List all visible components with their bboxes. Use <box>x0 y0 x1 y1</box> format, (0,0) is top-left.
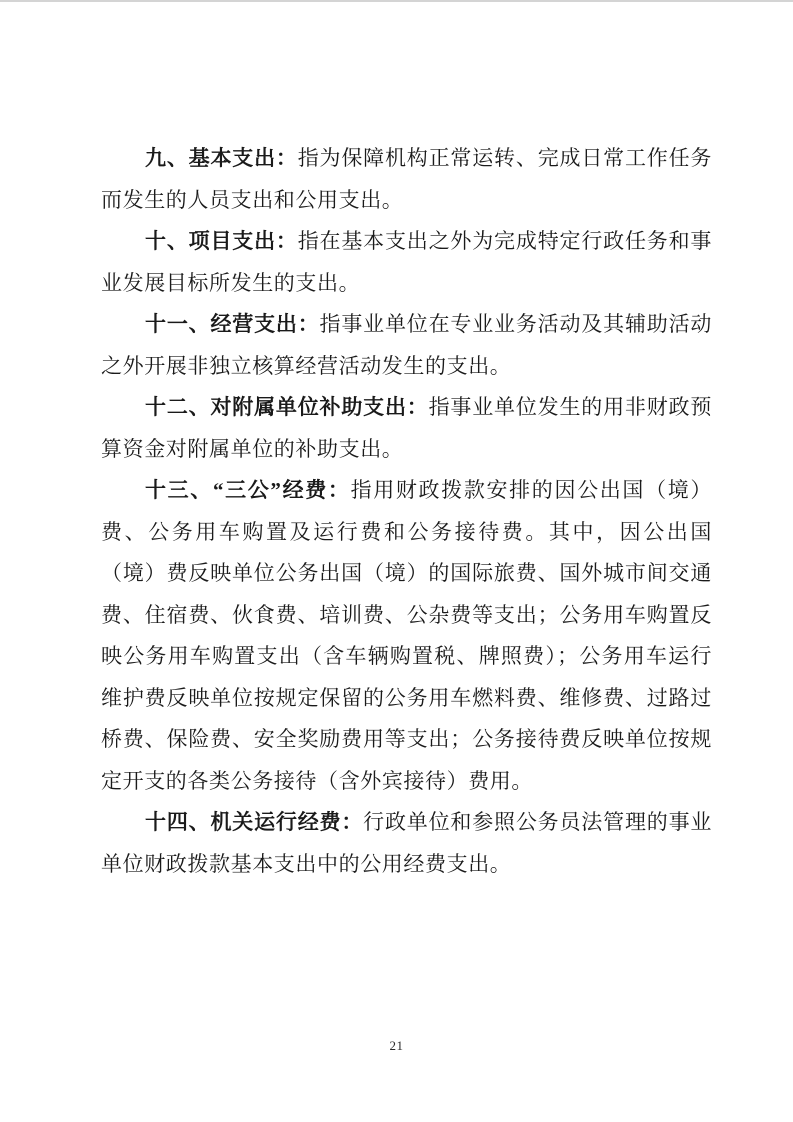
paragraph-project-expenditure <box>101 221 712 304</box>
page-number: 21 <box>389 1038 404 1053</box>
paragraph-heading: 十一、经营支出： <box>145 312 320 336</box>
paragraph-body: 指事业单位在专业业务活动及其辅助活动之外开展非独立核算经营活动发生的支出。 <box>101 312 712 378</box>
page-footer <box>0 1037 793 1055</box>
paragraph-body: 指为保障机构正常运转、完成日常工作任务而发生的人员支出和公用支出。 <box>101 146 712 212</box>
paragraph-body: 指事业单位发生的用非财政预算资金对附属单位的补助支出。 <box>101 395 712 461</box>
document-body <box>101 138 712 885</box>
paragraph-heading: 九、基本支出： <box>145 146 298 170</box>
paragraph-operating-expenditure <box>101 304 712 387</box>
paragraph-heading: 十四、机关运行经费： <box>145 810 364 834</box>
paragraph-heading: 十三、“三公”经费： <box>145 478 351 502</box>
paragraph-three-public-funds <box>101 470 712 802</box>
paragraph-body: 指用财政拨款安排的因公出国（境）费、公务用车购置及运行费和公务接待费。其中，因公出国（境）费反映单位公务出国（境）的国际旅费、国外城市间交通费、住宿费、伙食费、培训费、公杂费等支出；公务用车购置反映公务用车购置支出（含车辆购置税、牌照费）；公务用车运行维护费反映单位按规定保留的公务用车燃料费、维修费、过路过桥费、保险费、安全奖励费用等支出；公务接待费反映单位按规定开支的各类公务接待（含外宾接待）费用。 <box>101 478 712 793</box>
paragraph-heading: 十、项目支出： <box>145 229 298 253</box>
paragraph-subsidy-to-affiliates <box>101 387 712 470</box>
paragraph-heading: 十二、对附属单位补助支出： <box>145 395 429 419</box>
scan-edge-artifact <box>0 0 793 2</box>
paragraph-body: 指在基本支出之外为完成特定行政任务和事业发展目标所发生的支出。 <box>101 229 712 295</box>
paragraph-agency-operating-funds <box>101 802 712 885</box>
paragraph-body: 行政单位和参照公务员法管理的事业单位财政拨款基本支出中的公用经费支出。 <box>101 810 712 876</box>
paragraph-basic-expenditure <box>101 138 712 221</box>
